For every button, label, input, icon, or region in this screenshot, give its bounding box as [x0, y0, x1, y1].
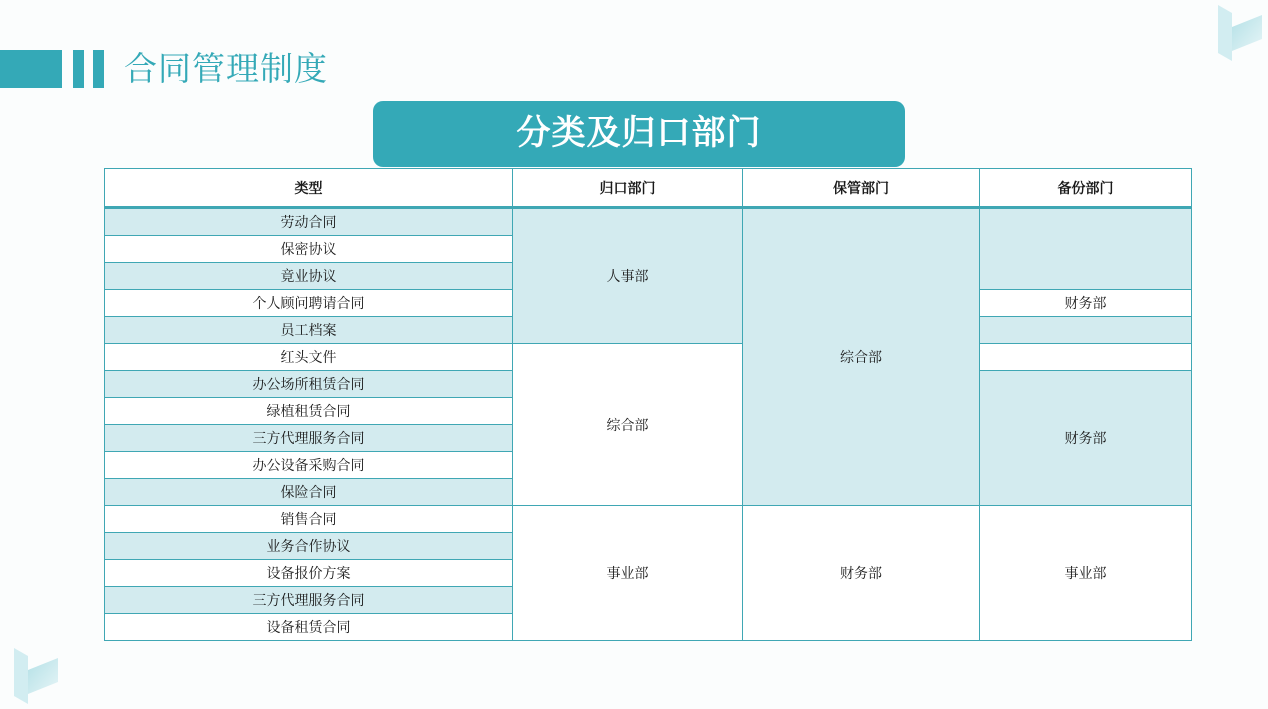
header-backup-dept: 备份部门 — [980, 169, 1192, 208]
backup-cell — [980, 317, 1192, 344]
type-cell: 三方代理服务合同 — [105, 425, 513, 452]
corner-decoration-top-right — [1215, 3, 1265, 65]
table-row — [105, 208, 1192, 236]
responsible-cell: 综合部 — [513, 344, 743, 506]
type-cell: 保密协议 — [105, 236, 513, 263]
type-cell: 红头文件 — [105, 344, 513, 371]
type-cell: 个人顾问聘请合同 — [105, 290, 513, 317]
table-row — [105, 506, 1192, 533]
type-cell: 办公场所租赁合同 — [105, 371, 513, 398]
type-cell: 办公设备采购合同 — [105, 452, 513, 479]
type-cell: 三方代理服务合同 — [105, 587, 513, 614]
type-cell: 保险合同 — [105, 479, 513, 506]
responsible-cell: 事业部 — [513, 506, 743, 641]
table-header-row — [105, 169, 1192, 208]
custody-cell: 财务部 — [743, 506, 980, 641]
section-banner: 分类及归口部门 — [373, 101, 905, 167]
type-cell: 竟业协议 — [105, 263, 513, 290]
table-row — [105, 344, 1192, 371]
corner-decoration-bottom-left — [11, 646, 61, 708]
type-cell: 设备报价方案 — [105, 560, 513, 587]
type-cell: 员工档案 — [105, 317, 513, 344]
contract-classification-table — [104, 168, 1192, 641]
type-cell: 设备租赁合同 — [105, 614, 513, 641]
title-accent-bar — [0, 50, 62, 88]
backup-cell — [980, 344, 1192, 371]
type-cell: 销售合同 — [105, 506, 513, 533]
header-responsible-dept: 归口部门 — [513, 169, 743, 208]
page-title: 合同管理制度 — [124, 49, 328, 88]
title-accent-stripe — [73, 50, 84, 88]
backup-cell — [980, 208, 1192, 290]
backup-cell: 事业部 — [980, 506, 1192, 641]
backup-cell: 财务部 — [980, 290, 1192, 317]
header-custody-dept: 保管部门 — [743, 169, 980, 208]
header-type: 类型 — [105, 169, 513, 208]
custody-cell: 综合部 — [743, 208, 980, 506]
title-accent-stripe — [93, 50, 104, 88]
type-cell: 绿植租赁合同 — [105, 398, 513, 425]
type-cell: 业务合作协议 — [105, 533, 513, 560]
type-cell: 劳动合同 — [105, 208, 513, 236]
backup-cell: 财务部 — [980, 371, 1192, 506]
responsible-cell: 人事部 — [513, 208, 743, 344]
